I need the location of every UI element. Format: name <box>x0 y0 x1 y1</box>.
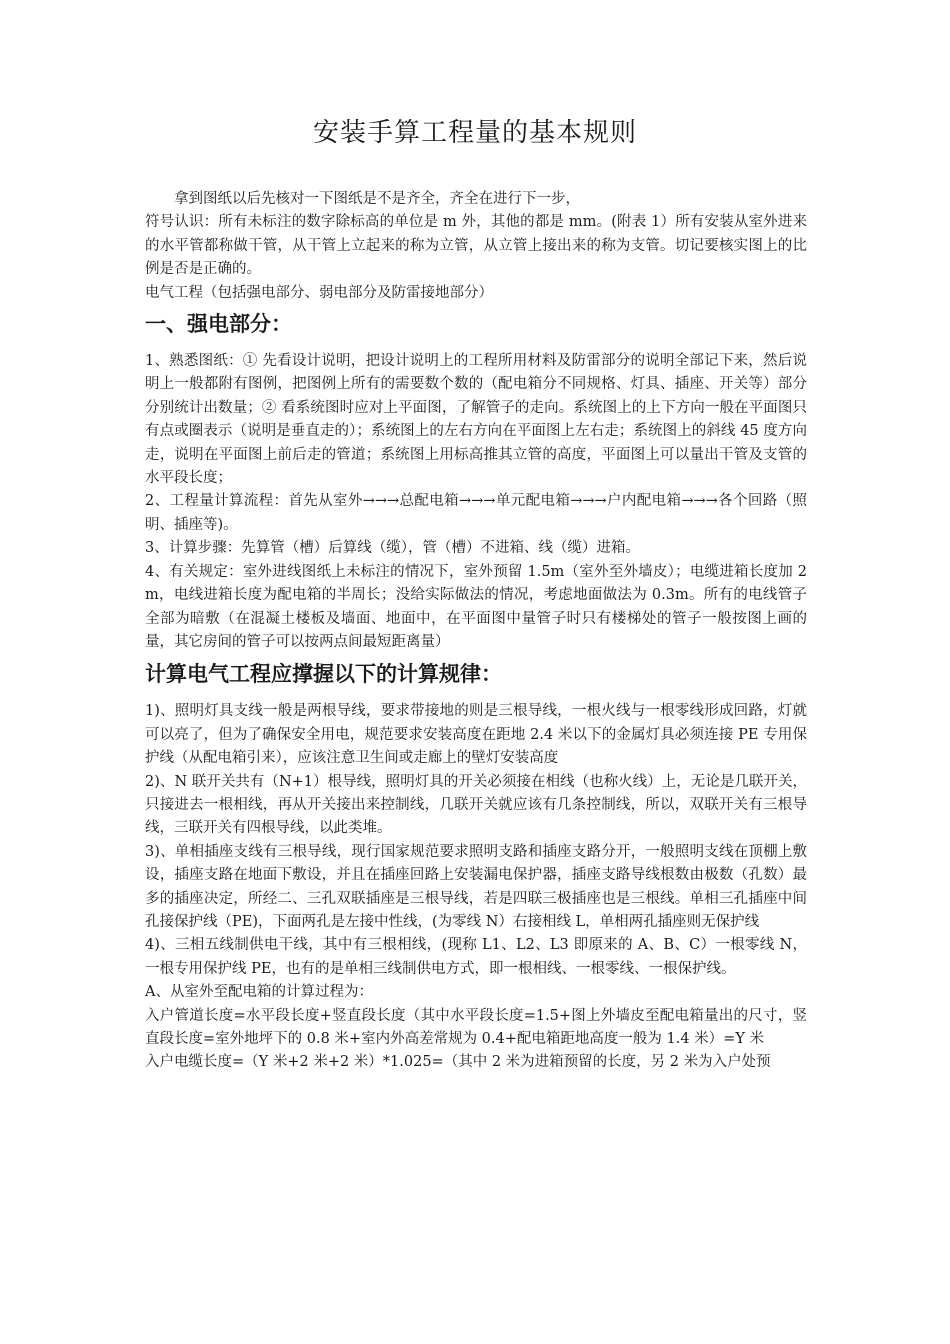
intro-paragraph-1: 拿到图纸以后先核对一下图纸是不是齐全，齐全在进行下一步， <box>174 191 580 207</box>
section1-paragraph-3: 3、计算步骤：先算管（槽）后算线（缆），管（槽）不进箱、线（缆）进箱。 <box>145 540 640 557</box>
section1-paragraph-4: 4、有关规定：室外进线图纸上未标注的情况下，室外预留 1.5m（室外至外墙皮）；电缆进箱长度加 2m，电线进箱长度为配电箱的半周长；没给实际做法的情况，考虑地面做法为 0.3m。所有的电线管子全部为暗敷（在混凝土楼板及墙面、地面中，在平面图中量管子时只有楼梯处的管子一般按图上画的量，其它房间的管子可以按两点间最短距离量） <box>145 563 807 650</box>
section1-paragraph-2: 2、工程量计算流程：首先从室外→→→总配电箱→→→单元配电箱→→→户内配电箱→→→各个回路（照明、插座等)。 <box>145 493 807 533</box>
section2-paragraph-5: A、从室外至配电箱的计算过程为： <box>145 984 373 1001</box>
intro-paragraph-3: 电气工程（包括强电部分、弱电部分及防雷接地部分） <box>145 284 493 301</box>
section2-paragraph-2: 2)、N 联开关共有（N+1）根导线，照明灯具的开关必须接在相线（也称火线）上，无论是几联开关，只接进去一根相线，再从开关接出来控制线，几联开关就应该有几条控制线，所以，双联开关有三根导线，三联开关有四根导线，以此类堆。 <box>145 773 807 837</box>
intro-paragraph-2: 符号认识：所有未标注的数字除标高的单位是 m 外，其他的都是 mm。(附表 1）所有安装从室外进来的水平管都称做干管，从干管上立起来的称为立管，从立管上接出来的称为支管。切记要核实图上的比例是否是正确的。 <box>145 214 807 278</box>
section-heading-calculation-rules: 计算电气工程应撑握以下的计算规律： <box>145 661 502 687</box>
document-body <box>145 188 807 1075</box>
section2-paragraph-1: 1)、照明灯具支线一般是两根导线，要求带接地的则是三根导线，一根火线与一根零线形成回路，灯就可以亮了，但为了确保安全用电，规范要求安装高度在距地 2.4 米以下的金属灯具必须连接 PE 专用保护线（从配电箱引来），应该注意卫生间或走廊上的壁灯安装高度 <box>145 703 807 767</box>
document-title: 安装手算工程量的基本规则 <box>312 118 637 148</box>
section-heading-strong-current: 一、强电部分： <box>145 311 292 337</box>
section2-paragraph-3: 3)、单相插座支线有三根导线，现行国家规范要求照明支路和插座支路分开，一般照明支线在顶棚上敷设，插座支路在地面下敷设，并且在插座回路上安装漏电保护器，插座支路导线根数由极数（孔数）最多的插座决定，所经二、三孔双联插座是三根导线，若是四联三极插座也是三根线。单相三孔插座中间孔接保护线（PE)，下面两孔是左接中性线，(为零线 N）右接相线 L，单相两孔插座则无保护线 <box>145 843 807 930</box>
section2-paragraph-4: 4)、三相五线制供电干线，其中有三根相线，(现称 L1、L2、L3 即原来的 A、B、C）一根零线 N，一根专用保护线 PE，也有的是单相三线制供电方式，即一根相线、一根零线、一根保护线。 <box>145 937 807 977</box>
section2-paragraph-7: 入户电缆长度=（Y 米+2 米+2 米）*1.025=（其中 2 米为进箱预留的长度，另 2 米为入户处预 <box>145 1054 771 1071</box>
section1-paragraph-1: 1、熟悉图纸：① 先看设计说明，把设计说明上的工程所用材料及防雷部分的说明全部记下来，然后说明上一般都附有图例，把图例上所有的需要数个数的（配电箱分不同规格、灯具、插座、开关等）部分分别统计出数量；② 看系统图时应对上平面图，了解管子的走向。系统图上的上下方向一般在平面图只有点或圈表示（说明是垂直走的）；系统图上的左右方向在平面图上左右走；系统图上的斜线 45 度方向走，说明在平面图上前后走的管道；系统图上用标高推其立管的高度，平面图上可以量出干管及支管的水平段长度； <box>145 353 807 487</box>
section2-paragraph-6: 入户管道长度=水平段长度+竖直段长度（其中水平段长度=1.5+图上外墙皮至配电箱量出的尺寸，竖直段长度=室外地坪下的 0.8 米+室内外高差常规为 0.4+配电箱距地高度一般为 1.4 米）=Y 米 <box>145 1007 807 1047</box>
